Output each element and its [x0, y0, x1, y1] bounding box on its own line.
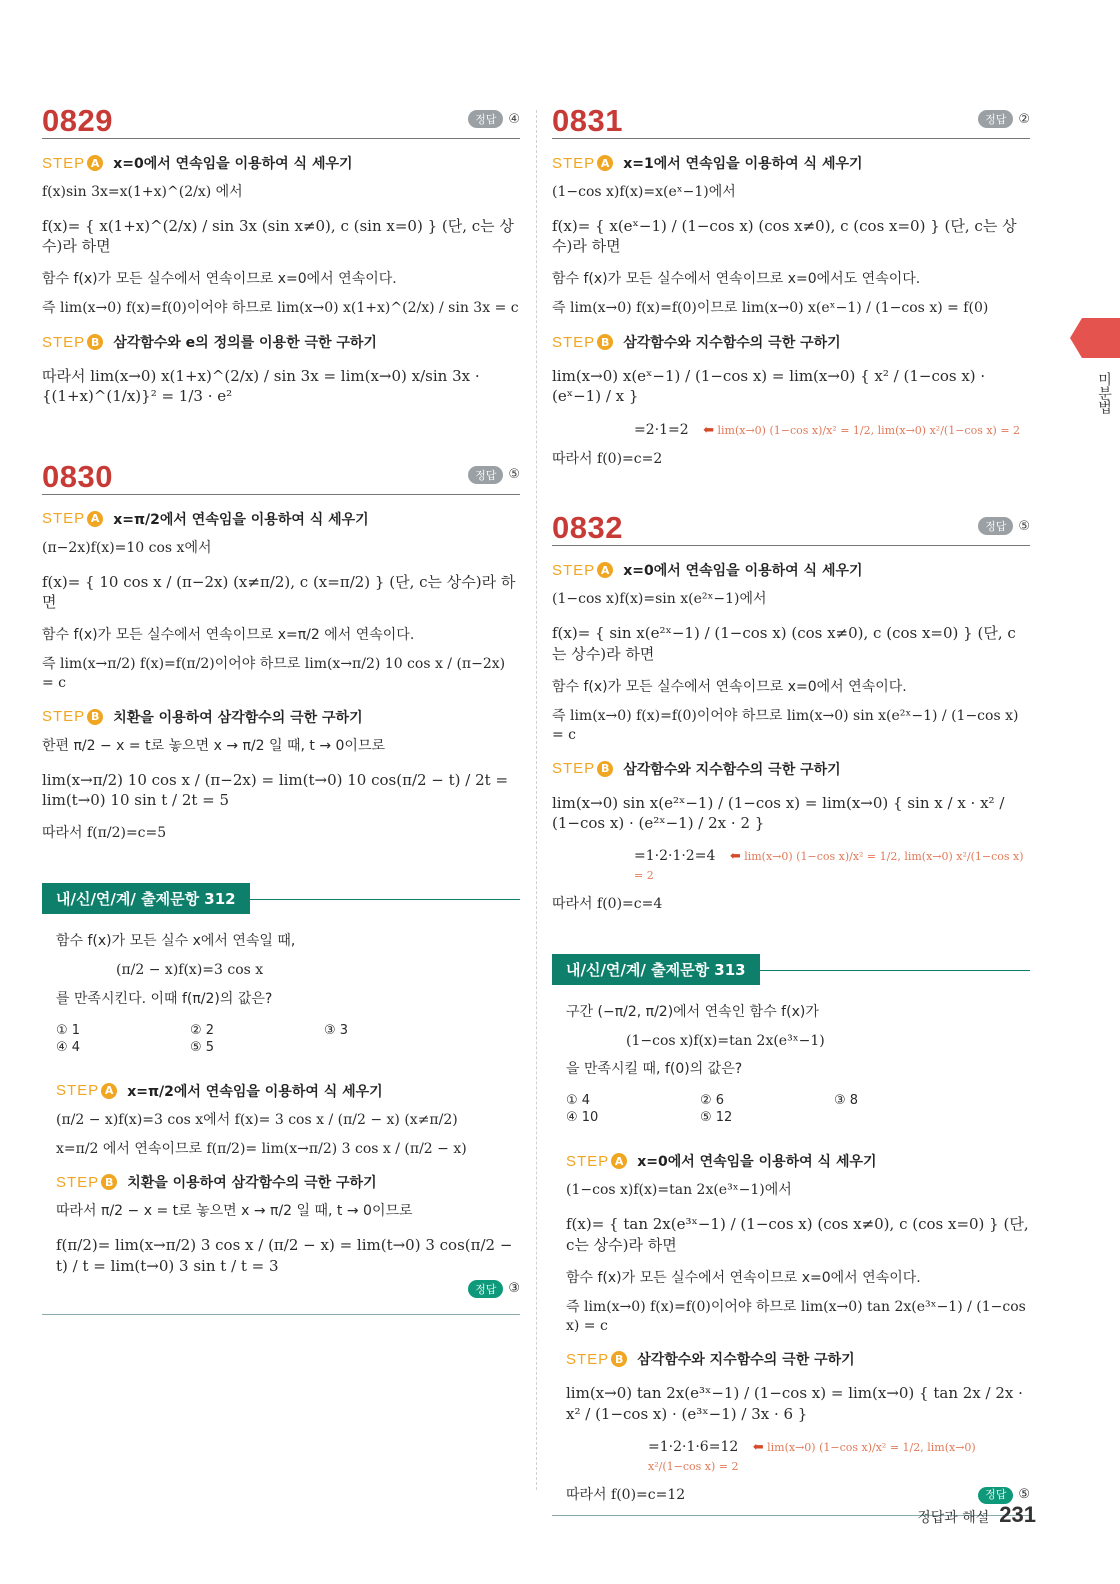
step-a: [552, 153, 1030, 173]
answer: [468, 466, 520, 484]
choice-2[interactable]: ② 6: [700, 1093, 725, 1109]
problem-0830: [42, 458, 520, 843]
answer-value: ③: [508, 1281, 520, 1297]
answer: [978, 517, 1030, 535]
limit-condition: 즉 lim(x→π/2) f(x)=f(π/2)이어야 하므로 lim(x→π/2) 10 cos x / (π−2x) = c: [42, 655, 506, 691]
solution-line: 따라서 π/2 − x = t로 놓으면 x → π/2 일 때, t → 0이므로: [56, 1203, 413, 1220]
step-word: STEP: [42, 154, 86, 172]
step-title: 삼각함수와 지수함수의 극한 구하기: [623, 335, 841, 352]
choice-4[interactable]: ④ 4: [56, 1039, 81, 1055]
piecewise-definition: f(x)= { sin x(e²ˣ−1) / (1−cos x) (cos x≠0), c (cos x=0) } (단, c는 상수)라 하면: [552, 624, 1016, 663]
answer-badge: 정답: [978, 517, 1013, 535]
solution-line: 함수 f(x)가 모든 실수에서 연속이므로 x=0에서 연속이다.: [552, 678, 907, 695]
step-title: x=π/2에서 연속임을 이용하여 식 세우기: [113, 511, 369, 528]
column-divider: [536, 110, 537, 1490]
step-letter: A: [597, 155, 613, 171]
step-letter: B: [87, 334, 103, 350]
page-number: 231: [999, 1502, 1036, 1527]
answer-value: ④: [508, 111, 520, 127]
step-letter: B: [611, 1351, 627, 1367]
step-word: STEP: [42, 510, 86, 528]
choice-2[interactable]: ② 2: [190, 1022, 215, 1038]
step-title: x=1에서 연속임을 이용하여 식 세우기: [623, 156, 863, 172]
step-title: x=0에서 연속임을 이용하여 식 세우기: [113, 156, 353, 172]
step-word: STEP: [56, 1173, 100, 1191]
final-result: 따라서 f(0)=c=12: [566, 1486, 686, 1503]
limit-value: [552, 421, 1030, 440]
footer-label: 정답과 해설: [917, 1510, 990, 1526]
step-letter: B: [101, 1174, 117, 1190]
step-letter: A: [87, 155, 103, 171]
hint: [703, 424, 1020, 437]
step-word: STEP: [552, 333, 596, 351]
problem-header: [42, 458, 520, 495]
answer-value: ②: [1018, 111, 1030, 127]
problem-0831: [552, 105, 1030, 468]
step-letter: A: [611, 1153, 627, 1169]
hint-text: lim(x→0) (1−cos x)/x² = 1/2, lim(x→0) x²/(1−cos x) = 2: [648, 1440, 976, 1473]
solution-line: 함수 f(x)가 모든 실수에서 연속이므로 x=0에서 연속이다.: [566, 1269, 921, 1286]
final-result: 따라서 f(0)=c=2: [552, 450, 663, 467]
solution-line: 한편 π/2 − x = t로 놓으면 x → π/2 일 때, t → 0이므로: [42, 737, 385, 754]
hint-text: lim(x→0) (1−cos x)/x² = 1/2, lim(x→0) x²/(1−cos x) = 2: [717, 423, 1021, 437]
solution-line: 함수 f(x)가 모든 실수에서 연속이므로 x=π/2 에서 연속이다.: [42, 627, 415, 644]
answer: [978, 110, 1030, 128]
step-a: [566, 1151, 1030, 1171]
answer-value: ⑤: [1018, 1487, 1030, 1503]
solution-line: (1−cos x)f(x)=tan 2x(e³ˣ−1)에서: [566, 1182, 792, 1199]
question-equation: (π/2 − x)f(x)=3 cos x: [116, 961, 264, 978]
step-letter: B: [597, 334, 613, 350]
answer: [468, 110, 520, 128]
question-line: 을 만족시킬 때, f(0)의 값은?: [566, 1061, 743, 1078]
choice-1[interactable]: ① 1: [56, 1022, 81, 1038]
step-title: x=π/2에서 연속임을 이용하여 식 세우기: [127, 1083, 383, 1100]
limit-product: =1·2·1·2=4: [634, 848, 716, 865]
step-letter: B: [87, 709, 103, 725]
answer-badge: 정답: [978, 110, 1013, 128]
step-word: STEP: [552, 561, 596, 579]
choices: [566, 1093, 1030, 1125]
step-title: 삼각함수와 e의 정의를 이용한 극한 구하기: [113, 335, 377, 352]
chapter-side-label: 미분법: [1096, 372, 1112, 414]
problem-header: [552, 105, 1030, 139]
answer-value: ⑤: [1018, 518, 1030, 534]
limit-value: [552, 847, 1030, 885]
limit-value: [566, 1438, 1030, 1476]
step-title: 삼각함수와 지수함수의 극한 구하기: [623, 761, 841, 778]
box-title: 내/신/연/계/ 출제문항 313: [552, 954, 760, 985]
choice-3[interactable]: ③ 8: [834, 1093, 859, 1109]
step-word: STEP: [552, 760, 596, 778]
step-b: [552, 332, 1030, 352]
question-line: 함수 f(x)가 모든 실수 x에서 연속일 때,: [56, 933, 296, 950]
step-a: [42, 153, 520, 173]
solution-line: x=π/2 에서 연속이므로 f(π/2)= lim(x→π/2) 3 cos x / (π/2 − x): [56, 1140, 467, 1157]
step-b: [56, 1172, 520, 1192]
step-letter: A: [101, 1083, 117, 1099]
step-a: [56, 1081, 520, 1101]
step-word: STEP: [566, 1350, 610, 1368]
step-a: [552, 560, 1030, 580]
answer-badge: 정답: [978, 1487, 1013, 1504]
answer: [468, 1280, 520, 1298]
related-problem-312: [42, 883, 520, 1315]
step-b: [42, 332, 520, 352]
limit-expansion: lim(x→0) sin x(e²ˣ−1) / (1−cos x) = lim(x→0) { sin x / x · x² / (1−cos x) · (e²ˣ−1) / 2x · 2 }: [552, 793, 1005, 832]
choice-3[interactable]: ③ 3: [324, 1022, 349, 1038]
limit-result: lim(x→π/2) 10 cos x / (π−2x) = lim(t→0) 10 cos(π/2 − t) / 2t = lim(t→0) 10 sin t / 2t = 5: [42, 770, 509, 809]
page-footer: [917, 1502, 1036, 1528]
step-a: [42, 509, 520, 529]
step-letter: A: [87, 511, 103, 527]
limit-condition: 즉 lim(x→0) f(x)=f(0)이어야 하므로 lim(x→0) x(1+x)^(2/x) / sin 3x = c: [42, 300, 519, 317]
step-b: [552, 759, 1030, 779]
limit-expansion: lim(x→0) tan 2x(e³ˣ−1) / (1−cos x) = lim(x→0) { tan 2x / 2x · x² / (1−cos x) · (e³ˣ−1) / 3x · 6 }: [566, 1384, 1023, 1423]
problem-header: [42, 105, 520, 139]
solution-line: 함수 f(x)가 모든 실수에서 연속이므로 x=0에서도 연속이다.: [552, 271, 921, 288]
choice-5[interactable]: ⑤ 12: [700, 1110, 733, 1126]
step-b: [42, 707, 520, 727]
problem-number: 0832: [552, 510, 623, 546]
step-word: STEP: [552, 154, 596, 172]
right-column: [552, 105, 1030, 1516]
box-body: [42, 914, 520, 1297]
answer-badge: 정답: [468, 466, 503, 484]
choices: [56, 1023, 520, 1055]
solution-line: f(x)sin 3x=x(1+x)^(2/x) 에서: [42, 184, 243, 200]
step-word: STEP: [42, 708, 86, 726]
answer-value: ⑤: [508, 467, 520, 483]
step-title: 치환을 이용하여 삼각함수의 극한 구하기: [113, 709, 363, 726]
step-letter: A: [597, 562, 613, 578]
arrow-left-icon: ⬅: [703, 422, 714, 438]
problem-number: 0830: [42, 458, 113, 494]
hint-text: lim(x→0) (1−cos x)/x² = 1/2, lim(x→0) x²/(1−cos x) = 2: [634, 850, 1024, 882]
answer-badge: 정답: [468, 110, 503, 128]
chapter-tab: [1082, 318, 1120, 358]
step-title: 삼각함수와 지수함수의 극한 구하기: [637, 1352, 855, 1369]
solution-line: (π/2 − x)f(x)=3 cos x에서 f(x)= 3 cos x / (π/2 − x) (x≠π/2): [56, 1111, 458, 1128]
limit-product: =2·1=2: [634, 421, 689, 438]
limit-condition: 즉 lim(x→0) f(x)=f(0)이므로 lim(x→0) x(eˣ−1) / (1−cos x) = f(0): [552, 300, 989, 317]
piecewise-definition: f(x)= { 10 cos x / (π−2x) (x≠π/2), c (x=π/2) } (단, c는 상수)라 하면: [42, 572, 516, 611]
choice-5[interactable]: ⑤ 5: [190, 1039, 215, 1055]
box-body: [552, 985, 1030, 1505]
question-equation: (1−cos x)f(x)=tan 2x(e³ˣ−1): [626, 1032, 825, 1049]
arrow-left-icon: ⬅: [752, 1439, 764, 1455]
limit-condition: 즉 lim(x→0) f(x)=f(0)이어야 하므로 lim(x→0) tan 2x(e³ˣ−1) / (1−cos x) = c: [566, 1298, 1026, 1334]
step-letter: B: [597, 761, 613, 777]
solution-line: (π−2x)f(x)=10 cos x에서: [42, 539, 212, 556]
problem-0829: [42, 105, 520, 411]
limit-condition: 즉 lim(x→0) f(x)=f(0)이어야 하므로 lim(x→0) sin x(e²ˣ−1) / (1−cos x) = c: [552, 707, 1019, 743]
question-line: 구간 (−π/2, π/2)에서 연속인 함수 f(x)가: [566, 1003, 819, 1020]
step-word: STEP: [566, 1152, 610, 1170]
final-result: 따라서 f(π/2)=c=5: [42, 825, 167, 842]
piecewise-definition: f(x)= { x(eˣ−1) / (1−cos x) (cos x≠0), c (cos x=0) } (단, c는 상수)라 하면: [552, 216, 1017, 256]
solution-line: (1−cos x)f(x)=sin x(e²ˣ−1)에서: [552, 591, 767, 608]
piecewise-definition: f(x)= { x(1+x)^(2/x) / sin 3x (sin x≠0), c (sin x=0) } (단, c는 상수)라 하면: [42, 216, 514, 256]
step-word: STEP: [42, 333, 86, 351]
choice-1[interactable]: ① 4: [566, 1093, 591, 1109]
box-title: 내/신/연/계/ 출제문항 312: [42, 883, 250, 914]
piecewise-definition: f(x)= { tan 2x(e³ˣ−1) / (1−cos x) (cos x≠0), c (cos x=0) } (단, c는 상수)라 하면: [566, 1215, 1029, 1254]
step-title: x=0에서 연속임을 이용하여 식 세우기: [623, 563, 863, 580]
final-result: 따라서 f(0)=c=4: [552, 895, 663, 912]
limit-result: f(π/2)= lim(x→π/2) 3 cos x / (π/2 − x) = lim(t→0) 3 cos(π/2 − t) / t = lim(t→0) 3 sin t / t = 3: [56, 1236, 513, 1275]
box-end-rule: [42, 1314, 520, 1315]
problem-number: 0831: [552, 103, 623, 138]
limit-result: 따라서 lim(x→0) x(1+x)^(2/x) / sin 3x = lim(x→0) x/sin 3x · {(1+x)^(1/x)}² = 1/3 · e²: [42, 367, 480, 406]
step-title: 치환을 이용하여 삼각함수의 극한 구하기: [127, 1175, 377, 1192]
problem-header: [552, 512, 1030, 546]
step-word: STEP: [56, 1082, 100, 1100]
limit-expansion: lim(x→0) x(eˣ−1) / (1−cos x) = lim(x→0) { x² / (1−cos x) · (eˣ−1) / x }: [552, 367, 986, 406]
arrow-left-icon: ⬅: [729, 849, 741, 865]
related-problem-313: [552, 954, 1030, 1516]
solution-line: 함수 f(x)가 모든 실수에서 연속이므로 x=0에서 연속이다.: [42, 271, 397, 288]
question-line: 를 만족시킨다. 이때 f(π/2)의 값은?: [56, 990, 273, 1007]
answer-badge: 정답: [468, 1280, 503, 1298]
problem-number: 0829: [42, 103, 113, 138]
step-b: [566, 1349, 1030, 1369]
left-column: [42, 105, 520, 1315]
solution-line: (1−cos x)f(x)=x(eˣ−1)에서: [552, 184, 736, 200]
limit-product: =1·2·1·6=12: [648, 1438, 739, 1455]
step-title: x=0에서 연속임을 이용하여 식 세우기: [637, 1154, 877, 1171]
choice-4[interactable]: ④ 10: [566, 1110, 599, 1126]
problem-0832: [552, 512, 1030, 913]
